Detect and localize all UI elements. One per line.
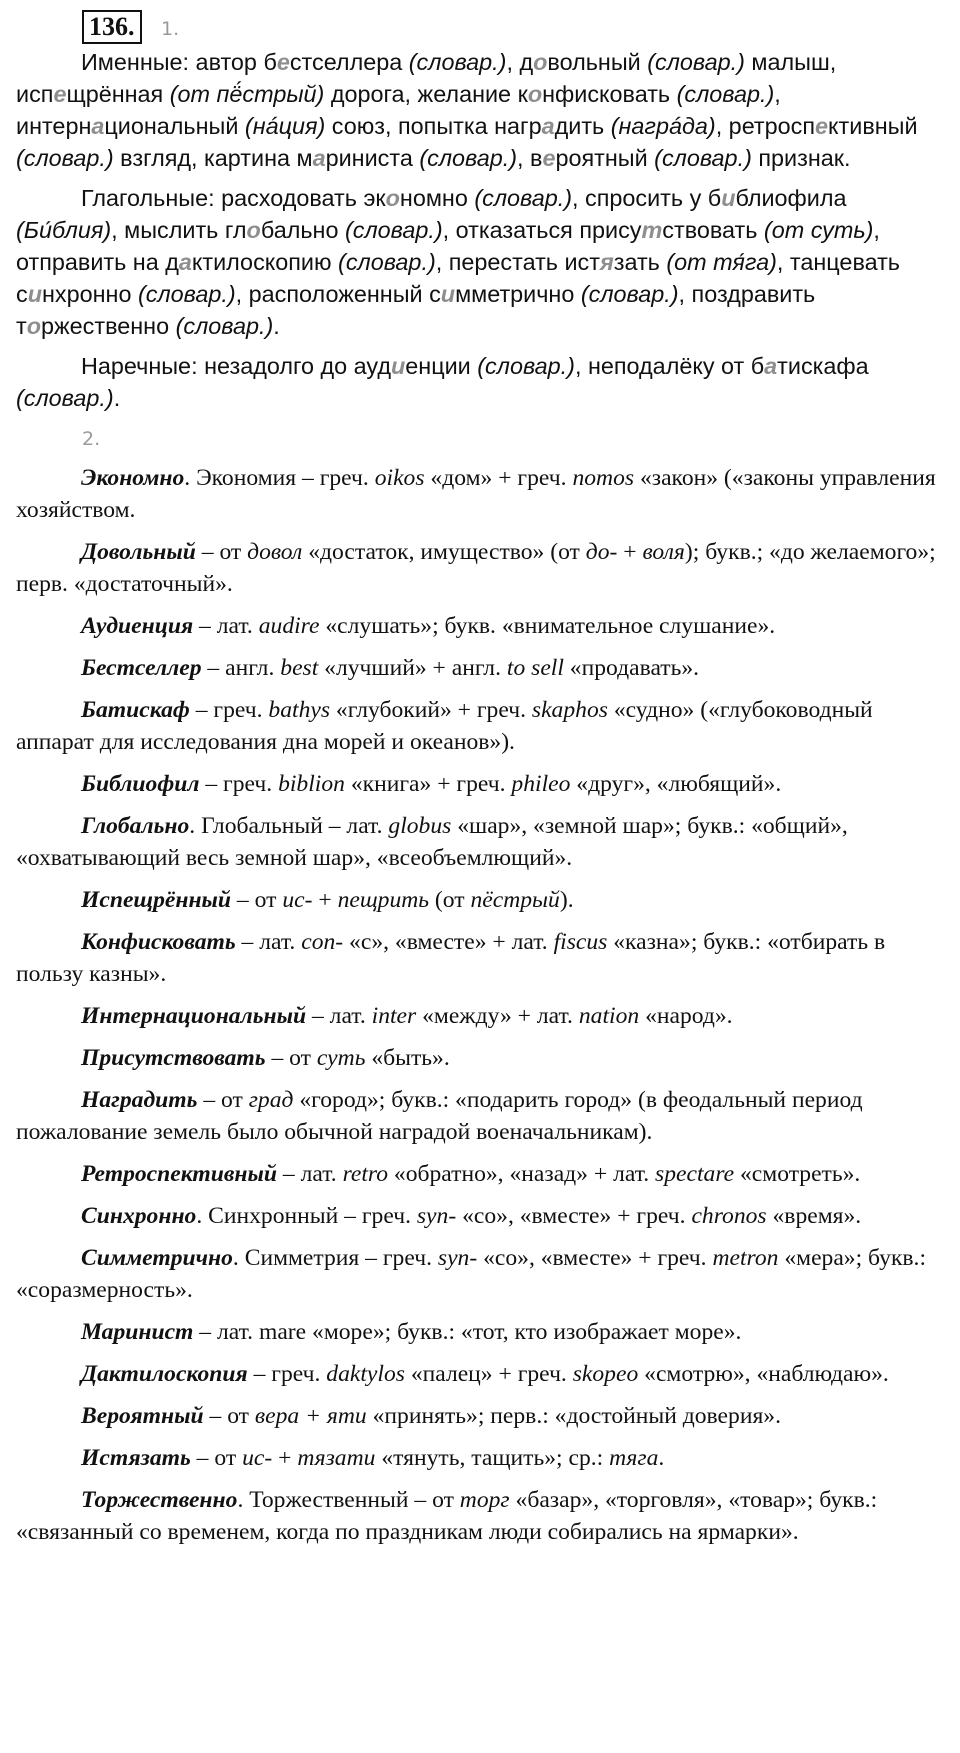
text-run: – лат. (277, 1161, 343, 1187)
etymology-entry (16, 1484, 946, 1548)
italic-text: fiscus (553, 929, 608, 955)
text-run: «смотреть». (734, 1161, 861, 1187)
text-run: циональный (104, 113, 245, 139)
italic-text: metron (712, 1245, 779, 1271)
text-run: Глагольные: расходовать эк (81, 185, 386, 211)
text-run: риниста (325, 145, 420, 171)
italic-text: пёстрый (470, 887, 560, 913)
etymology-entry (16, 810, 946, 874)
entry-term: Торжественно (81, 1487, 238, 1513)
italic-text: (словар.) (419, 145, 518, 171)
entry-term: Маринист (81, 1319, 194, 1345)
italic-text: вера + яти (254, 1403, 367, 1429)
text-run: блиофила (735, 185, 847, 211)
italic-text: nomos (572, 465, 635, 491)
text-run: , спросить у б (572, 185, 722, 211)
text-run: – англ. (201, 655, 281, 681)
highlighted-letter: е (542, 145, 556, 171)
text-run: «быть». (365, 1045, 450, 1071)
text-run: . (113, 385, 121, 411)
text-run: енции (405, 353, 478, 379)
entry-term: Батискаф (81, 697, 190, 723)
italic-text: ис- (282, 887, 313, 913)
text-run: нфисковать (542, 81, 677, 107)
text-run: – лат. (306, 1003, 372, 1029)
italic-text: торг (459, 1487, 510, 1513)
highlighted-letter: о (533, 49, 548, 75)
italic-text: nation (578, 1003, 640, 1029)
etymology-entry (16, 1442, 946, 1474)
verbal-paragraph (16, 182, 946, 342)
exercise-number: 136. (82, 10, 142, 44)
italic-text: (словар.) (474, 185, 573, 211)
highlighted-letter: о (385, 185, 400, 211)
entry-term: Ретроспективный (81, 1161, 277, 1187)
etymology-entry (16, 1042, 946, 1074)
italic-text: (словар.) (477, 353, 575, 379)
text-run: – от (197, 1087, 249, 1113)
entry-term: Библиофил (81, 771, 200, 797)
italic-text: syn- (416, 1203, 457, 1229)
etymology-entry (16, 884, 946, 916)
text-run: «обратно», «назад» + лат. (388, 1161, 656, 1187)
text-run: малыш, исп (16, 49, 837, 107)
italic-text: суть (316, 1045, 366, 1071)
italic-text: воля (642, 539, 685, 565)
text-run: «мера»; букв.: «соразмерность». (16, 1245, 927, 1303)
text-run: дорога, желание к (324, 81, 528, 107)
text-run: номно (399, 185, 475, 211)
highlighted-letter: о (527, 81, 543, 107)
text-run: , ретросп (715, 113, 816, 139)
entry-term: Довольный (81, 539, 196, 565)
entry-term: Вероятный (81, 1403, 204, 1429)
italic-text: (от суть) (763, 217, 874, 243)
text-run: «с», «вместе» + лат. (343, 929, 554, 955)
text-run: . Синхронный – греч. (196, 1203, 417, 1229)
italic-text: (словар.) (175, 313, 274, 339)
highlighted-letter: а (541, 113, 555, 139)
text-run: тискафа (777, 353, 869, 379)
highlighted-letter: я (599, 249, 614, 275)
text-run: «друг», «любящий». (570, 771, 782, 797)
italic-text: (словар.) (344, 217, 443, 243)
italic-text: inter (371, 1003, 417, 1029)
highlighted-letter: и (27, 281, 42, 307)
text-run: , неподалёку от б (574, 353, 765, 379)
entry-term: Испещрённый (81, 887, 232, 913)
text-run: «народ». (639, 1003, 733, 1029)
italic-text: (Би́блия) (16, 217, 112, 243)
italic-text: (словар.) (16, 385, 114, 411)
text-run: – от (265, 1045, 317, 1071)
text-run: + (617, 539, 643, 565)
highlighted-letter: о (246, 217, 261, 243)
text-run: – греч. (189, 697, 269, 723)
text-run: – лат. mare «море»; букв.: «тот, кто изображает море». (193, 1319, 742, 1345)
italic-text: (нагрáда) (610, 113, 716, 139)
italic-text: ис- (242, 1445, 273, 1471)
highlighted-letter: т (641, 217, 663, 243)
etymology-entry (16, 536, 946, 600)
italic-text: тяга (609, 1445, 659, 1471)
etymology-entry (16, 652, 946, 684)
text-run: , танцевать с (16, 249, 900, 307)
highlighted-letter: е (815, 113, 829, 139)
text-run: . Глобальный – лат. (189, 813, 389, 839)
highlighted-letter: о (26, 313, 42, 339)
italic-text: con- (301, 929, 344, 955)
text-run: роятный (555, 145, 655, 171)
highlighted-letter: и (440, 281, 456, 307)
highlighted-letter: а (178, 249, 192, 275)
italic-text: (словар.) (580, 281, 679, 307)
etymology-entry (16, 1400, 946, 1432)
text-run: «со», «вместе» + греч. (477, 1245, 713, 1271)
text-run: – от (190, 1445, 243, 1471)
italic-text: (словар.) (654, 145, 752, 171)
entry-term: Дактилоскопия (81, 1361, 248, 1387)
italic-text: (словар.) (408, 49, 507, 75)
text-run: дить (554, 113, 611, 139)
text-run: , мыслить гл (111, 217, 247, 243)
text-run: . Торжественный – от (237, 1487, 460, 1513)
italic-text: audire (258, 613, 320, 639)
italic-text: skopeo (572, 1361, 639, 1387)
italic-text: phileo (511, 771, 571, 797)
etymology-entry (16, 926, 946, 990)
part2-header (16, 422, 946, 462)
text-run: «принять»; перв.: «достойный доверия». (366, 1403, 781, 1429)
etymology-entry (16, 694, 946, 758)
etymology-entry (16, 1358, 946, 1390)
italic-text: град (248, 1087, 294, 1113)
italic-text: довол (247, 539, 303, 565)
text-run: мметрично (455, 281, 581, 307)
text-run: «город»; букв.: «подарить город» (в феодальный период пожалование земель было обычной наградой военачальникам). (16, 1087, 863, 1145)
text-run: – от (195, 539, 248, 565)
italic-text: до- (585, 539, 618, 565)
text-run: «дом» + греч. (424, 465, 573, 491)
text-run: , отправить на д (16, 217, 880, 275)
text-run: – от (203, 1403, 255, 1429)
highlighted-letter: е (53, 81, 67, 107)
highlighted-letter: е (276, 49, 290, 75)
entry-term: Интернациональный (81, 1003, 307, 1029)
italic-text: (от пё́стрый) (169, 81, 325, 107)
text-run: – лат. (235, 929, 302, 955)
text-run: , перестать ист (435, 249, 600, 275)
etymology-entry (16, 610, 946, 642)
entry-term: Синхронно (81, 1203, 197, 1229)
text-run: (от (429, 887, 471, 913)
entry-term: Глобально (81, 813, 190, 839)
text-run: – от (231, 887, 283, 913)
text-run: . Экономия – греч. (184, 465, 375, 491)
text-run: щрённая (66, 81, 170, 107)
text-run: , поздравить т (16, 281, 816, 339)
text-run: – греч. (199, 771, 279, 797)
text-run: «лучший» + англ. (318, 655, 507, 681)
italic-text: spectare (655, 1161, 735, 1187)
italic-text: best (280, 655, 319, 681)
text-run: «казна»; букв.: «отбирать в пользу казны». (16, 929, 886, 987)
text-run: «смотрю», «наблюдаю». (638, 1361, 889, 1387)
etymology-entry (16, 1158, 946, 1190)
text-run: «закон» («законы управления хозяйством. (16, 465, 936, 523)
text-run: ржественно (41, 313, 176, 339)
text-run: «продавать». (563, 655, 700, 681)
text-run: Наречные: незадолго до ауд (81, 353, 391, 379)
text-run: ). (559, 887, 574, 913)
text-run: «время». (766, 1203, 862, 1229)
etymology-entry (16, 1200, 946, 1232)
italic-text: daktylos (326, 1361, 405, 1387)
italic-text: syn- (437, 1245, 478, 1271)
italic-text: skaphos (531, 697, 608, 723)
text-run: , д (506, 49, 534, 75)
text-run: «палец» + греч. (404, 1361, 573, 1387)
text-run: «со», «вместе» + греч. (456, 1203, 692, 1229)
text-run: – греч. (247, 1361, 327, 1387)
text-run: + (312, 887, 338, 913)
text-run: бально (260, 217, 345, 243)
italic-text: (от тя́га) (666, 249, 777, 275)
text-run: «базар», «торговля», «товар»; букв.: «связанный со временем, когда по праздникам люди собирались на ярмарки». (16, 1487, 878, 1545)
entry-term: Истязать (81, 1445, 191, 1471)
italic-text: bathys (268, 697, 331, 723)
etymology-entry (16, 1242, 946, 1306)
entry-term: Присутствовать (81, 1045, 266, 1071)
italic-text: пещрить (337, 887, 430, 913)
italic-text: oikos (374, 465, 425, 491)
italic-text: retro (342, 1161, 388, 1187)
text-run: «глубокий» + греч. (330, 697, 532, 723)
text-run: ктилоскопию (191, 249, 339, 275)
text-run: нхронно (42, 281, 138, 307)
text-run: , в (517, 145, 543, 171)
document-page (16, 10, 946, 1558)
text-run: , интерн (16, 81, 781, 139)
text-run: . Симметрия – греч. (232, 1245, 438, 1271)
italic-text: globus (388, 813, 452, 839)
italic-text: to sell (506, 655, 564, 681)
text-run: зать (613, 249, 667, 275)
etymology-list (16, 462, 946, 1548)
text-run: Именные: автор б (81, 49, 277, 75)
highlighted-letter: и (721, 185, 736, 211)
text-run: «шар», «земной шар»; букв.: «общий», «охватывающий весь земной шар», «всеобъемлющий». (16, 813, 848, 871)
etymology-entry (16, 462, 946, 526)
highlighted-letter: и (391, 353, 406, 379)
text-run: «слушать»; букв. «внимательное слушание». (319, 613, 776, 639)
text-run: . (658, 1445, 665, 1471)
entry-term: Наградить (81, 1087, 198, 1113)
text-run: признак. (751, 145, 851, 171)
text-run: стселлера (289, 49, 409, 75)
italic-text: (нáция) (244, 113, 326, 139)
text-run: «книга» + греч. (344, 771, 512, 797)
italic-text: biblion (278, 771, 345, 797)
text-run: ктивный (828, 113, 918, 139)
entry-term: Аудиенция (81, 613, 194, 639)
italic-text: chronos (691, 1203, 767, 1229)
nominal-paragraph (16, 46, 946, 174)
exercise-header (16, 10, 946, 46)
text-run: , отказаться прису (442, 217, 642, 243)
adverbial-paragraph (16, 350, 946, 414)
text-run: – лат. (193, 613, 259, 639)
italic-text: (словар.) (338, 249, 436, 275)
entry-term: Конфисковать (81, 929, 236, 955)
italic-text: (словар.) (676, 81, 775, 107)
entry-term: Экономно (81, 465, 185, 491)
text-run: взгляд, картина м (113, 145, 313, 171)
highlighted-letter: а (312, 145, 326, 171)
text-run: «судно» («глубоководный аппарат для исследования дна морей и океанов»). (16, 697, 873, 755)
text-run: + (272, 1445, 298, 1471)
part2-label: 2. (82, 428, 101, 450)
entry-term: Бестселлер (81, 655, 202, 681)
text-run: ); букв.; «до желаемого»; перв. «достаточный». (16, 539, 936, 597)
etymology-entry (16, 1316, 946, 1348)
text-run: , расположенный с (235, 281, 441, 307)
entry-term: Симметрично (81, 1245, 233, 1271)
italic-text: (словар.) (647, 49, 745, 75)
text-run: вольный (547, 49, 648, 75)
italic-text: тязати (297, 1445, 376, 1471)
part1-label: 1. (161, 18, 180, 40)
text-run: . (273, 313, 280, 339)
highlighted-letter: а (764, 353, 778, 379)
text-run: «достаток, имущество» (от (302, 539, 586, 565)
text-run: «между» + лат. (416, 1003, 579, 1029)
text-run: союз, попытка нагр (325, 113, 542, 139)
text-run: «тянуть, тащить»; ср.: (375, 1445, 610, 1471)
etymology-entry (16, 768, 946, 800)
highlighted-letter: а (91, 113, 105, 139)
italic-text: (словар.) (137, 281, 236, 307)
etymology-entry (16, 1084, 946, 1148)
text-run: ствовать (662, 217, 764, 243)
italic-text: (словар.) (16, 145, 114, 171)
etymology-entry (16, 1000, 946, 1032)
